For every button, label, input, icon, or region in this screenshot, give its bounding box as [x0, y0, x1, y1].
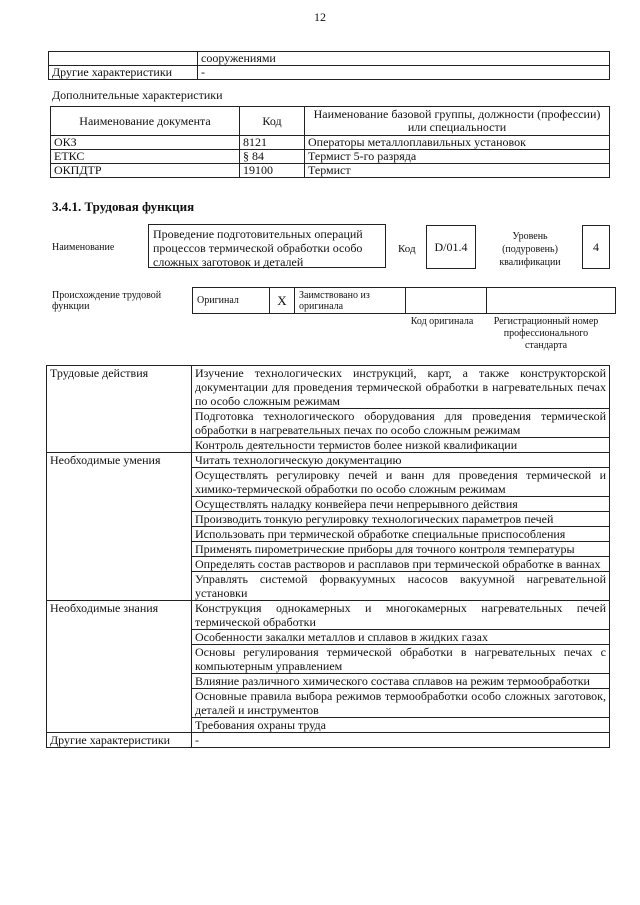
classifier-table — [50, 106, 610, 178]
labor-actions-label: Трудовые действия — [47, 366, 192, 453]
top-continuation-table — [48, 51, 610, 80]
table-row: Производить тонкую регулировку технологических параметров печей — [47, 512, 610, 527]
function-name: Проведение подготовительных операций процессов термической обработки особо сложных заготовок и деталей — [148, 224, 386, 268]
reg-number-cell — [487, 288, 616, 314]
table-row: Осуществлять наладку конвейера печи непрерывного действия — [47, 497, 610, 512]
table-row: Определять состав растворов и расплавов при термической обработке в ваннах — [47, 557, 610, 572]
function-code: D/01.4 — [426, 225, 476, 269]
other-label: Другие характеристики — [47, 733, 192, 748]
table-row: Управлять системой форвакуумных насосов вакуумной нагревательной установки — [47, 572, 610, 601]
table-row: Влияние различного химического состава сплавов на режим термообработки — [47, 674, 610, 689]
table-row: ОКПДТР 19100 Термист — [51, 164, 610, 178]
table-row: Основные правила выбора режимов термообработки особо сложных заготовок, деталей и инструментов — [47, 689, 610, 718]
top-row1-text: сооружениями — [198, 52, 610, 66]
top-row2-value: - — [198, 66, 610, 80]
table-row: ОКЗ 8121 Операторы металлоплавильных установок — [51, 136, 610, 150]
original-code-cell — [406, 288, 487, 314]
name-label: Наименование — [52, 242, 115, 253]
header-code: Код — [240, 107, 305, 136]
orig-code-label: Код оригинала — [410, 316, 474, 327]
table-row: Особенности закалки металлов и сплавов в жидких газах — [47, 630, 610, 645]
header-group: Наименование базовой группы, должности (профессии) или специальности — [305, 107, 610, 136]
table-row: Необходимые знания Конструкция однокамерных и многокамерных нагревательных печей термической обработки — [47, 601, 610, 630]
table-row: Контроль деятельности термистов более низкой квалификации — [47, 438, 610, 453]
borrowed-label: Заимствовано из оригинала — [295, 288, 406, 314]
reg-number-label: Регистрационный номер профессионального стандарта — [493, 316, 599, 351]
table-row: Трудовые действия Изучение технологических инструкций, карт, а также конструкторской документации для проведения термической обработки в нагревательных печах по особо сложным режимам — [47, 366, 610, 409]
header-doc: Наименование документа — [51, 107, 240, 136]
table-row: Требования охраны труда — [47, 718, 610, 733]
table-row: Необходимые умения Читать технологическую документацию — [47, 453, 610, 468]
origin-label: Происхождение трудовой функции — [52, 290, 162, 312]
table-row: Применять пирометрические приборы для точного контроля температуры — [47, 542, 610, 557]
table-row: Использовать при термической обработке специальные приспособления — [47, 527, 610, 542]
other-value: - — [192, 733, 610, 748]
skills-label: Необходимые умения — [47, 453, 192, 601]
additional-title: Дополнительные характеристики — [52, 88, 223, 102]
function-details-table — [46, 365, 610, 748]
table-row: Осуществлять регулировку печей и ванн для проведения термической и химико-термической обработки по особо сложным режимам — [47, 468, 610, 497]
code-label: Код — [398, 243, 416, 255]
table-row: Основы регулирования термической обработки в нагревательных печах с компьютерным управлением — [47, 645, 610, 674]
table-row: ЕТКС § 84 Термист 5-го разряда — [51, 150, 610, 164]
origin-table — [192, 287, 616, 314]
page-number: 12 — [314, 10, 326, 24]
original-mark: X — [270, 288, 295, 314]
qualification-level: 4 — [582, 225, 610, 269]
table-row: Подготовка технологического оборудования для проведения термической обработки в нагревательных печах по особо сложным режимам — [47, 409, 610, 438]
section-title: 3.4.1. Трудовая функция — [52, 199, 195, 214]
knowledge-label: Необходимые знания — [47, 601, 192, 733]
top-row2-label: Другие характеристики — [49, 66, 198, 80]
original-label: Оригинал — [193, 288, 270, 314]
level-label: Уровень (подуровень) квалификации — [499, 231, 561, 268]
table-row — [47, 733, 610, 748]
